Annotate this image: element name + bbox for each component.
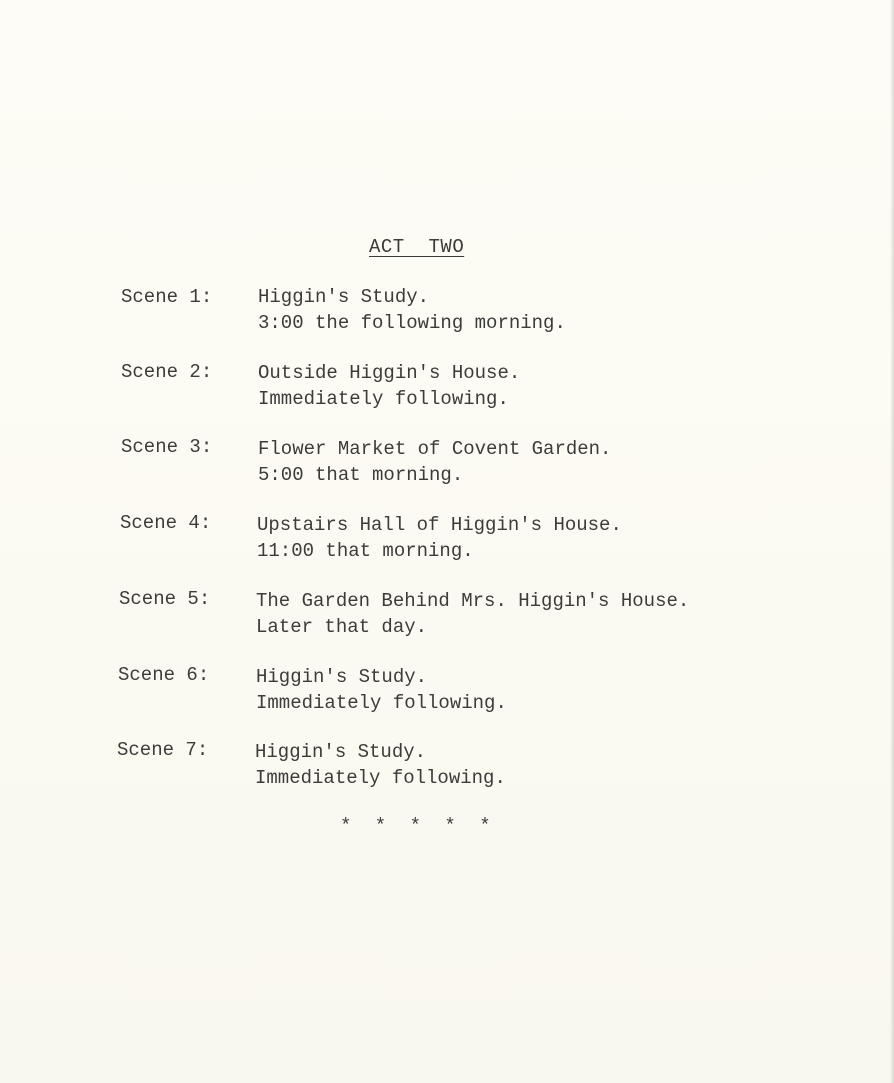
scene-time: Later that day. xyxy=(256,616,428,638)
scene-place: Outside Higgin's House. xyxy=(258,362,521,384)
scene-entry-5 xyxy=(0,588,894,648)
act-title: ACT TWO xyxy=(369,236,465,258)
scene-entry-2 xyxy=(0,361,894,421)
scene-entry-4 xyxy=(0,512,894,572)
scene-place: Higgin's Study. xyxy=(256,666,428,688)
scene-label: Scene 7: xyxy=(117,739,209,761)
scene-label: Scene 3: xyxy=(121,436,213,458)
scene-label: Scene 1: xyxy=(121,286,213,308)
scene-place: Upstairs Hall of Higgin's House. xyxy=(257,514,622,536)
scene-place: Higgin's Study. xyxy=(258,286,430,308)
scene-label: Scene 2: xyxy=(121,361,213,383)
scene-entry-3 xyxy=(0,436,894,496)
end-of-section-asterisks: * * * * * xyxy=(340,815,497,837)
scene-entry-1 xyxy=(0,286,894,346)
scene-place: Higgin's Study. xyxy=(255,741,427,763)
scene-entry-6 xyxy=(0,664,894,724)
scene-time: Immediately following. xyxy=(255,767,506,789)
scene-label: Scene 4: xyxy=(120,512,212,534)
scene-time: Immediately following. xyxy=(258,388,509,410)
scene-place: The Garden Behind Mrs. Higgin's House. xyxy=(256,590,690,612)
scene-time: 3:00 the following morning. xyxy=(258,312,566,334)
scene-entry-7 xyxy=(0,739,894,799)
scene-label: Scene 5: xyxy=(119,588,211,610)
scene-time: 11:00 that morning. xyxy=(257,540,474,562)
scene-time: Immediately following. xyxy=(256,692,507,714)
scene-label: Scene 6: xyxy=(118,664,210,686)
scene-time: 5:00 that morning. xyxy=(258,464,464,486)
scene-place: Flower Market of Covent Garden. xyxy=(258,438,612,460)
